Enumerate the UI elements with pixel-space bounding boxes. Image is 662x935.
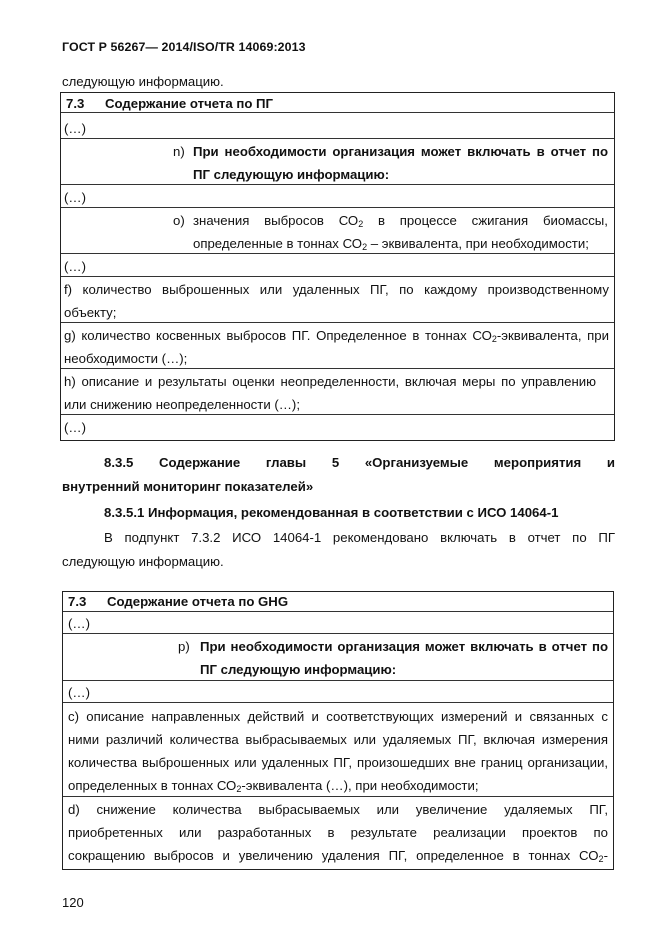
item-o-line2: определенные в тоннах $СО_2$ – эквивалента, при необходимости;: [193, 236, 589, 252]
item-d-line1: d) снижение количества выбрасываемых или увеличение удаляемых ПГ,: [68, 802, 608, 817]
item-f-line1: f) количество выброшенных или удаленных ПГ, по каждому производственному: [64, 282, 609, 297]
divider: [63, 796, 613, 797]
item-h-line2: или снижению неопределенности (…);: [64, 397, 300, 412]
ellipsis: (…): [64, 420, 86, 435]
page-number: 120: [62, 895, 84, 910]
item-p-line2: ПГ следующую информацию:: [200, 662, 397, 677]
divider: [61, 184, 614, 185]
box1-title: Содержание отчета по ПГ: [105, 96, 274, 111]
box1-number: 7.3: [66, 96, 85, 111]
ellipsis: (…): [68, 685, 90, 700]
item-n-line2: ПГ следующую информацию:: [193, 167, 390, 182]
item-n-line1: При необходимости организация может включать в отчет по: [193, 144, 608, 159]
divider: [61, 276, 614, 277]
section-heading-line1: 8.3.5 Содержание главы 5 «Организуемые мероприятия и: [104, 455, 615, 470]
divider: [61, 253, 614, 254]
divider: [61, 414, 614, 415]
box2-title: Содержание отчета по GHG: [107, 594, 289, 609]
quote-box-2: [62, 591, 614, 870]
paragraph-line1: В подпункт 7.3.2 ИСО 14064-1 рекомендовано включать в отчет по ПГ: [104, 530, 615, 545]
item-o-line1: значения выбросов $СО_2$ в процессе сжигания биомассы,: [193, 213, 608, 229]
quote-box-1: [60, 92, 615, 441]
subsection-heading: 8.3.5.1 Информация, рекомендованная в соответствии с ИСО 14064-1: [104, 505, 559, 520]
intro-line: следующую информацию.: [62, 74, 224, 89]
ellipsis: (…): [64, 190, 86, 205]
item-f-line2: объекту;: [64, 305, 117, 320]
divider: [61, 112, 614, 113]
section-heading-line2: внутренний мониторинг показателей»: [62, 479, 314, 494]
item-o-label: o): [173, 213, 185, 228]
divider: [63, 611, 613, 612]
item-g-line1: g) количество косвенных выбросов ПГ. Определенное в тоннах $СО_2$-эквивалента, при: [64, 328, 609, 344]
divider: [63, 702, 613, 703]
item-h-line1: h) описание и результаты оценки неопределенности, включая меры по управлению: [64, 374, 596, 389]
divider: [61, 138, 614, 139]
divider: [61, 368, 614, 369]
item-c-line1: c) описание направленных действий и соответствующих измерений и связанных с: [68, 709, 608, 724]
ellipsis: (…): [68, 616, 90, 631]
item-c-line3: количества выброшенных или удаленных ПГ, произошедших вне границ организации,: [68, 755, 608, 770]
box2-number: 7.3: [68, 594, 87, 609]
item-n-label: n): [173, 144, 185, 159]
item-d-line2: приобретенных или разработанных в результате реализации проектов по: [68, 825, 608, 840]
item-d-line3: сокращению выбросов и увеличению удаления ПГ, определенное в тоннах $СО_2-$: [68, 848, 608, 864]
item-g-line2: необходимости (…);: [64, 351, 188, 366]
item-c-line4: определенных в тоннах $СО_2$-эквивалента (…), при необходимости;: [68, 778, 479, 794]
paragraph-line2: следующую информацию.: [62, 554, 224, 569]
document-header: ГОСТ Р 56267— 2014/ISO/TR 14069:2013: [62, 40, 306, 54]
divider: [63, 680, 613, 681]
divider: [61, 207, 614, 208]
divider: [61, 322, 614, 323]
divider: [63, 633, 613, 634]
item-p-line1: При необходимости организация может включать в отчет по: [200, 639, 608, 654]
item-c-line2: ними различий количества выбрасываемых или удаляемых ПГ, включая измерения: [68, 732, 608, 747]
ellipsis: (…): [64, 121, 86, 136]
item-p-label: p): [178, 639, 190, 654]
ellipsis: (…): [64, 259, 86, 274]
